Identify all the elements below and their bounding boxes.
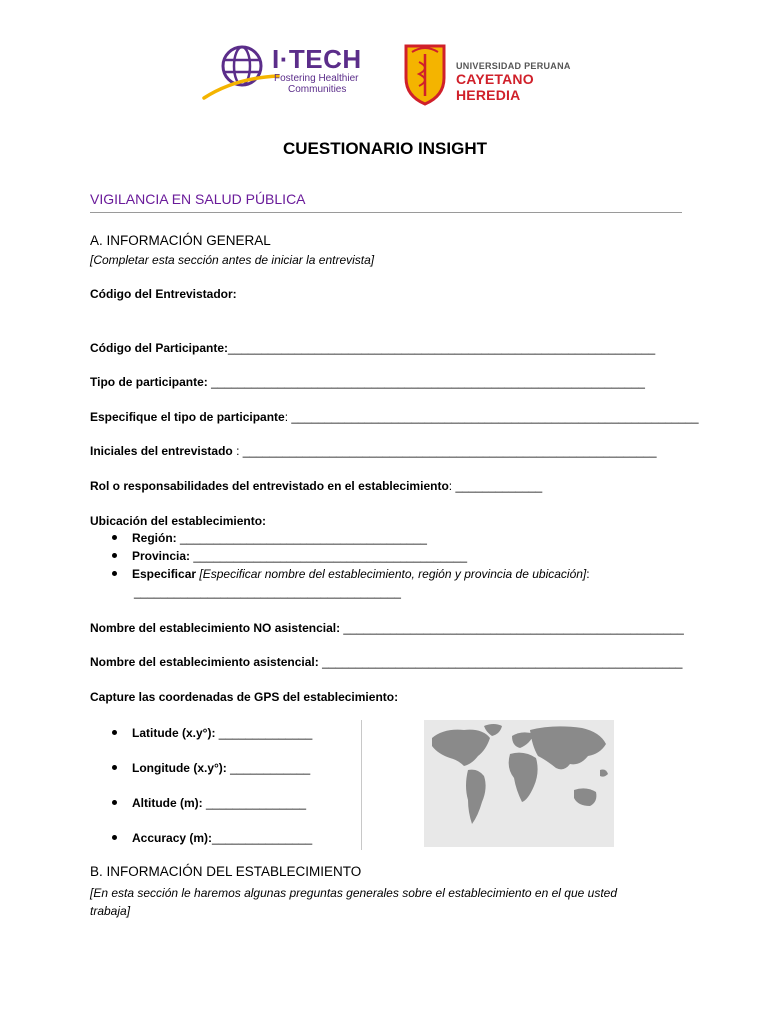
answer-line[interactable]: _____________________________________ bbox=[176, 531, 427, 545]
answer-line[interactable]: : _____________________________________________________________ bbox=[284, 410, 699, 424]
world-map bbox=[424, 720, 614, 847]
ubicacion-list bbox=[112, 531, 672, 603]
list-item-especificar[interactable] bbox=[112, 567, 590, 581]
list-item-altitude[interactable] bbox=[112, 796, 306, 810]
answer-line-especificar[interactable]: ________________________________________ bbox=[134, 585, 401, 599]
field-label: Nombre del establecimiento asistencial: bbox=[90, 655, 319, 669]
answer-line[interactable]: : _____________ bbox=[448, 479, 543, 493]
field-gps bbox=[90, 690, 398, 704]
upch-logo-line1: UNIVERSIDAD PERUANA bbox=[456, 61, 571, 71]
gps-list bbox=[112, 726, 352, 846]
section-b-heading: B. INFORMACIÓN DEL ESTABLECIMIENTO bbox=[90, 864, 362, 879]
field-label: Rol o responsabilidades del entrevistado en el establecimiento bbox=[90, 479, 449, 493]
answer-line[interactable]: ______________ bbox=[215, 726, 313, 740]
upch-logo bbox=[402, 42, 602, 106]
bullet-icon bbox=[112, 835, 117, 840]
field-nombre-asistencial[interactable] bbox=[90, 655, 682, 669]
section-b-instruction-line1: [En esta sección le haremos algunas preguntas generales sobre el establecimiento en el que usted bbox=[90, 886, 617, 900]
field-label: Iniciales del entrevistado bbox=[90, 444, 233, 458]
section-heading: VIGILANCIA EN SALUD PÚBLICA bbox=[90, 191, 306, 207]
item-label: Altitude (m): bbox=[132, 796, 203, 810]
section-a-instruction: [Completar esta sección antes de iniciar la entrevista] bbox=[90, 253, 375, 267]
bullet-icon bbox=[112, 765, 117, 770]
field-rol[interactable] bbox=[90, 479, 542, 493]
item-label: Especificar bbox=[132, 567, 197, 581]
upch-logo-line2: CAYETANO HEREDIA bbox=[456, 71, 534, 103]
itech-logo-title: I·TECH bbox=[272, 44, 362, 74]
itech-subtitle-line2: Communities bbox=[288, 84, 347, 95]
document-title: CUESTIONARIO INSIGHT bbox=[282, 139, 487, 158]
globe-icon bbox=[200, 42, 280, 102]
list-item-accuracy[interactable] bbox=[112, 831, 312, 845]
item-colon: : bbox=[586, 567, 590, 581]
bullet-icon bbox=[112, 730, 117, 735]
field-label: Tipo de participante: bbox=[90, 375, 208, 389]
column-divider bbox=[361, 720, 362, 850]
list-item-provincia[interactable] bbox=[112, 549, 467, 563]
field-nombre-no-asistencial[interactable] bbox=[90, 621, 684, 635]
university-shield-icon bbox=[402, 42, 448, 106]
section-divider bbox=[90, 212, 682, 213]
field-label: Especifique el tipo de participante bbox=[90, 410, 285, 424]
field-codigo-entrevistador[interactable] bbox=[90, 287, 237, 301]
answer-line[interactable]: ______________________________________________________ bbox=[318, 655, 683, 669]
world-map-icon bbox=[424, 720, 614, 847]
item-label: Provincia: bbox=[132, 549, 191, 563]
field-label: Capture las coordenadas de GPS del establecimiento: bbox=[90, 690, 399, 704]
itech-subtitle-line1: Fostering Healthier bbox=[274, 73, 359, 84]
itech-logo-subtitle bbox=[274, 73, 374, 95]
section-a-heading: A. INFORMACIÓN GENERAL bbox=[90, 233, 271, 248]
bullet-icon bbox=[112, 535, 117, 540]
item-label: Longitude (x.y°): bbox=[132, 761, 227, 775]
bullet-icon bbox=[112, 553, 117, 558]
bullet-icon bbox=[112, 800, 117, 805]
answer-line[interactable]: ________________________________________________________________ bbox=[228, 341, 656, 355]
answer-line[interactable]: _______________ bbox=[212, 831, 313, 845]
section-b-instruction-line2: trabaja] bbox=[90, 904, 131, 918]
item-label: Accuracy (m): bbox=[132, 831, 213, 845]
field-especifique-tipo[interactable] bbox=[90, 410, 699, 424]
answer-line[interactable]: _________________________________________________________________ bbox=[207, 375, 645, 389]
field-ubicacion bbox=[90, 514, 266, 528]
answer-line[interactable]: : ______________________________________________________________ bbox=[232, 444, 657, 458]
field-iniciales[interactable] bbox=[90, 444, 657, 458]
field-codigo-participante[interactable] bbox=[90, 341, 655, 355]
item-hint: [Especificar nombre del establecimiento, región y provincia de ubicación] bbox=[199, 567, 587, 581]
item-label: Región: bbox=[132, 531, 177, 545]
item-label: Latitude (x.y°): bbox=[132, 726, 216, 740]
field-label: Código del Entrevistador: bbox=[90, 287, 237, 301]
answer-line[interactable]: _________________________________________ bbox=[190, 549, 467, 563]
field-label: Código del Participante: bbox=[90, 341, 229, 355]
answer-line[interactable]: ____________ bbox=[226, 761, 311, 775]
bullet-icon bbox=[112, 571, 117, 576]
answer-line[interactable]: _______________ bbox=[202, 796, 307, 810]
itech-logo bbox=[200, 42, 370, 102]
list-item-longitude[interactable] bbox=[112, 761, 310, 775]
field-label: Nombre del establecimiento NO asistencial: bbox=[90, 621, 341, 635]
field-tipo-participante[interactable] bbox=[90, 375, 645, 389]
answer-line[interactable]: ___________________________________________________ bbox=[340, 621, 684, 635]
list-item-latitude[interactable] bbox=[112, 726, 312, 740]
field-label: Ubicación del establecimiento: bbox=[90, 514, 267, 528]
list-item-region[interactable] bbox=[112, 531, 427, 545]
